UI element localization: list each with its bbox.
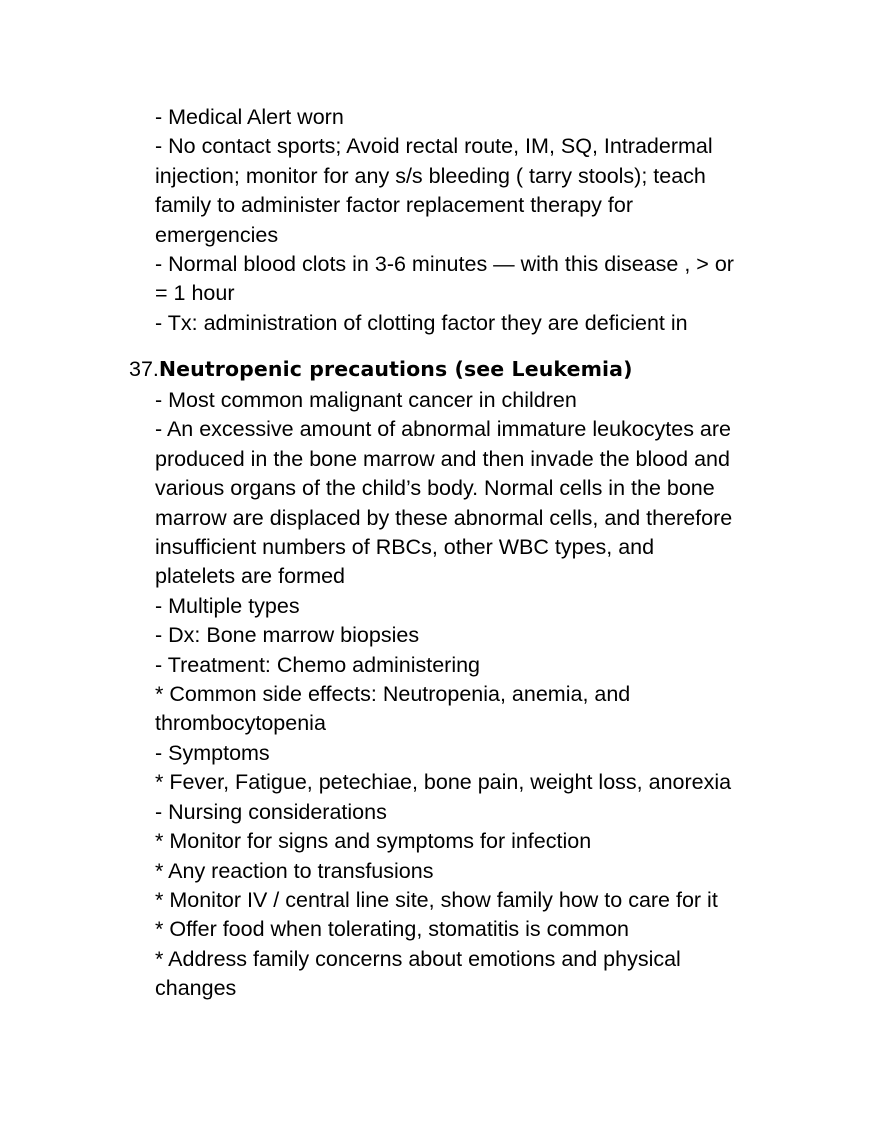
text-line: - Symptoms [155, 740, 270, 765]
text-line: marrow are displaced by these abnormal cells, and therefore [155, 505, 733, 530]
text-line: * Monitor for signs and symptoms for infection [155, 829, 592, 854]
text-line: - Normal blood clots in 3-6 minutes — with this disease , > or [155, 252, 734, 277]
text-line: - No contact sports; Avoid rectal route, IM, SQ, Intradermal [155, 134, 713, 159]
text-line: * Monitor IV / central line site, show family how to care for it [155, 887, 718, 912]
text-line: - Medical Alert worn [155, 105, 344, 129]
text-line: platelets are formed [155, 564, 346, 589]
text-line: - An excessive amount of abnormal immature leukocytes are [155, 417, 731, 442]
text-line: - Multiple types [155, 593, 300, 618]
text-line: family to administer factor replacement therapy for [155, 193, 633, 218]
text-line: = 1 hour [155, 281, 235, 306]
text-line: - Dx: Bone marrow biopsies [155, 623, 420, 648]
section-number: 37. [129, 357, 159, 381]
section-title: Neutropenic precautions (see Leukemia) [158, 357, 633, 381]
text-line: * Fever, Fatigue, petechiae, bone pain, weight loss, anorexia [155, 770, 732, 795]
text-line: * Any reaction to transfusions [155, 858, 434, 883]
text-line: injection; monitor for any s/s bleeding ( tarry stools); teach [155, 163, 706, 188]
section-heading [129, 354, 633, 384]
text-line: thrombocytopenia [155, 711, 326, 736]
text-line: produced in the bone marrow and then invade the blood and [155, 446, 730, 471]
text-line: emergencies [155, 222, 279, 247]
text-line: - Treatment: Chemo administering [155, 652, 481, 677]
text-line: changes [155, 976, 237, 1001]
hemophilia-notes [155, 103, 795, 338]
text-line: - Most common malignant cancer in children [155, 388, 577, 412]
leukemia-notes [155, 386, 815, 1004]
text-line: insufficient numbers of RBCs, other WBC types, and [155, 535, 655, 560]
text-line: * Common side effects: Neutropenia, anemia, and [155, 682, 631, 707]
text-line: - Tx: administration of clotting factor they are deficient in [155, 310, 688, 335]
text-line: * Address family concerns about emotions and physical [155, 946, 681, 971]
text-line: - Nursing considerations [155, 799, 387, 824]
text-line: * Offer food when tolerating, stomatitis is common [155, 917, 630, 942]
text-line: various organs of the child’s body. Normal cells in the bone [155, 476, 715, 501]
